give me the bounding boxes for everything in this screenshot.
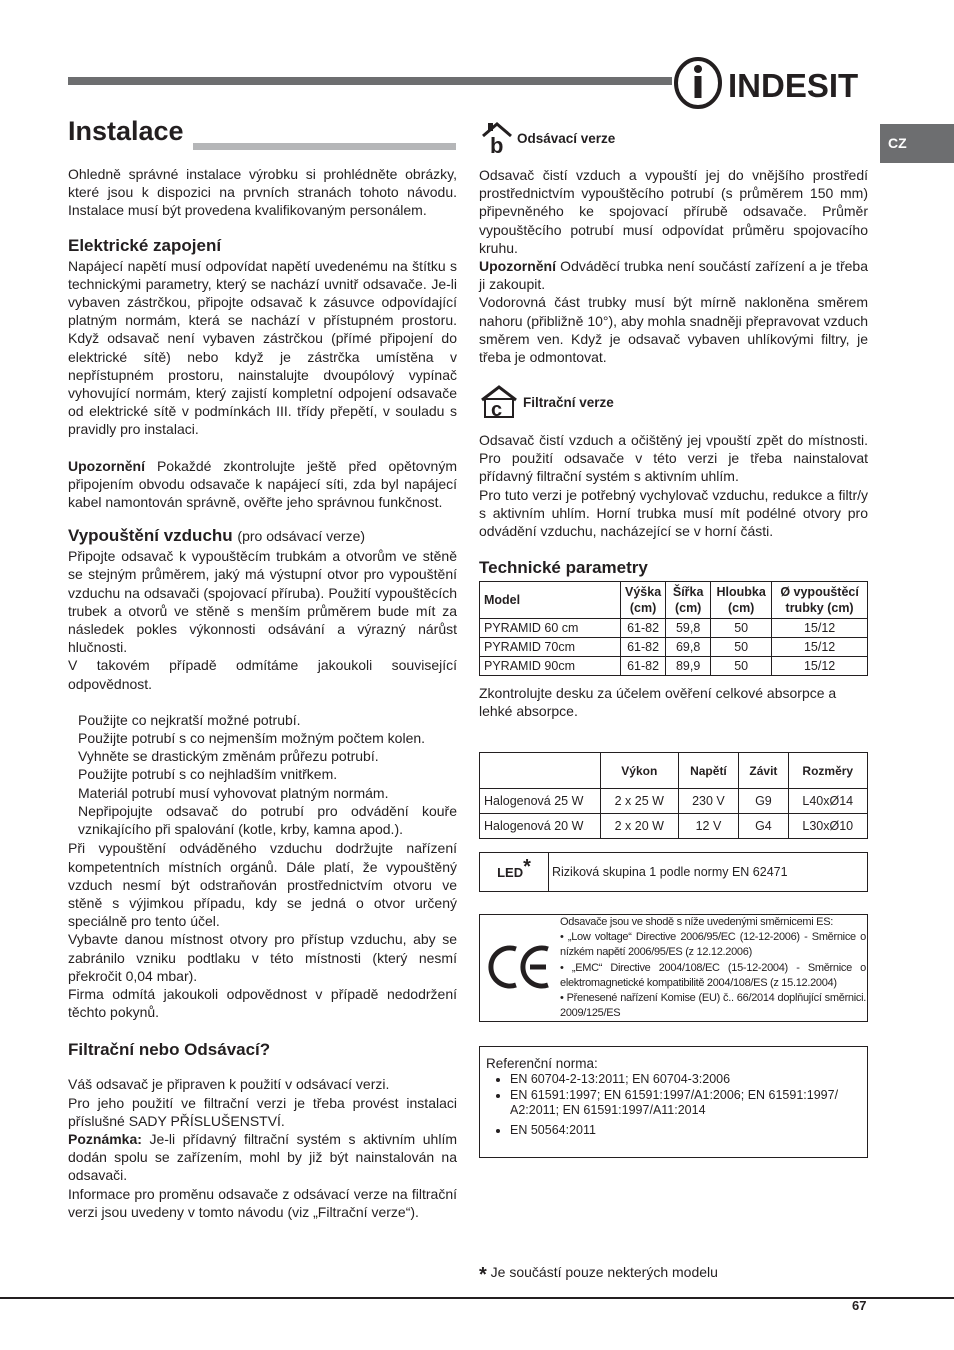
- list-item: • EN 50564:2011: [510, 1123, 860, 1139]
- column-header: Šířka (cm): [666, 582, 711, 619]
- footnote-asterisk: *: [479, 1264, 487, 1286]
- ce-text: [560, 915, 866, 1021]
- table-cell: 12 V: [678, 814, 739, 839]
- exhaust-text-2: Vodorovná část trubky musí být mírně nakloněna směrem nahoru (přibližně 10°), aby mohla snadněji přepravovat vzduch směrem ven. Když je odsavač vybaven uhlíkovými filtry, je třeba je odmontovat.: [479, 294, 868, 366]
- warning-text: Pokaždé zkontrolujte ještě před opětovným připojením obvodu odsavače k napájecí síti, zda byl napájecí kabel namontován správně, ověřte jeho správnou funkčnost.: [68, 457, 457, 511]
- table-cell: 2 x 25 W: [601, 789, 679, 814]
- footer-rule: [0, 1297, 954, 1299]
- ce-box: [479, 914, 868, 1022]
- air-para-c: Vybavte danou místnost otvory pro přístup vzduchu, aby se zabránilo vzniku podtlaku v této místnosti (který nesmí překročit 0,04 mbar).: [68, 931, 457, 984]
- absorption-note: Zkontrolujte desku za účelem ověření celkové absorpce a lehké absorpce.: [479, 685, 837, 720]
- table-header-row: [480, 582, 868, 619]
- footnote-text: Je součástí pouze nekterých modelu: [486, 1264, 718, 1280]
- list-item: Použijte potrubí s co nejhladším vnitřkem.: [78, 766, 338, 783]
- page-title: Instalace: [68, 116, 184, 146]
- table-cell: L40xØ14: [788, 789, 867, 814]
- filtering-version-icon: [479, 384, 519, 420]
- warning-label: Upozornění: [68, 457, 145, 474]
- list-item: • EN 60704-2-13:2011; EN 60704-3:2006: [510, 1072, 860, 1088]
- table-cell: 2 x 20 W: [601, 814, 679, 839]
- reference-title: Referenční norma:: [486, 1056, 598, 1071]
- column-header: [480, 753, 601, 789]
- air-heading: [68, 525, 457, 547]
- table-cell: 59,8: [666, 619, 711, 638]
- exhaust-icon-letter: b: [490, 133, 504, 155]
- table-cell: G4: [739, 814, 788, 839]
- table-cell: 89,9: [666, 657, 711, 676]
- warning-label: Upozornění: [479, 258, 556, 275]
- filter-heading: Filtrační nebo Odsávací?: [68, 1040, 271, 1060]
- header-rule: [68, 77, 672, 85]
- table-cell: 50: [711, 638, 772, 657]
- tech-table: [479, 581, 868, 676]
- table-cell: L30xØ10: [788, 814, 867, 839]
- filter-text-2: Pro jeho použití ve filtrační verzi je třeba provést instalaci příslušné SADY PŘÍSLUŠENSTVÍ.: [68, 1094, 457, 1129]
- table-cell: Halogenová 25 W: [480, 789, 601, 814]
- air-para-d: Firma odmítá jakoukoli odpovědnost v případě nedodržení těchto pokynů.: [68, 985, 457, 1021]
- exhaust-warning: [479, 257, 868, 293]
- led-text: Riziková skupina 1 podle normy EN 62471: [552, 865, 788, 879]
- table-cell: 61-82: [621, 638, 666, 657]
- footnote: [479, 1264, 718, 1287]
- electric-warning: [68, 457, 457, 512]
- air-para-b: Při vypouštění odváděného vzduchu dodržujte nařízení kompetentních místních orgánů. Dále platí, že vypouštěný vzduch nesmí být odstraňován prostřednictvím otvoru ve stěně s výjimkou případu, kdy se jedná o otvor určený speciálně pro tento účel.: [68, 840, 457, 930]
- table-cell: PYRAMID 60 cm: [480, 619, 621, 638]
- table-row: [480, 619, 868, 638]
- ce-line: • „EMC“ Directive 2004/108/EC (15-12-2004) - Směrnice o elektromagnetické kompatibilitě 2004/108/ES (z 15.12.2004): [560, 961, 866, 989]
- led-label: LED: [497, 865, 524, 880]
- table-cell: 61-82: [621, 619, 666, 638]
- table-cell: G9: [739, 789, 788, 814]
- note-label: Poznámka:: [68, 1130, 142, 1147]
- list-item: • EN 61591:1997; EN 61591:1997/A1:2006; EN 61591:1997/ A2:2011; EN 61591:1997/A11:2014: [510, 1088, 860, 1119]
- column-header: Výška (cm): [621, 582, 666, 619]
- air-heading-note: (pro odsávací verze): [237, 528, 366, 545]
- column-header: Ø vypouštěcí trubky (cm): [772, 582, 868, 619]
- led-label-cell: [480, 853, 549, 891]
- table-cell: 15/12: [772, 638, 868, 657]
- table-row: [480, 657, 868, 676]
- reference-list: [486, 1072, 860, 1138]
- page-number: 67: [852, 1298, 867, 1313]
- table-cell: PYRAMID 90cm: [480, 657, 621, 676]
- ce-mark: [484, 943, 554, 991]
- filtering-label: Filtrační verze: [523, 395, 614, 410]
- filter-text-1: Váš odsavač je připraven k použití v odsávací verzi.: [68, 1076, 390, 1093]
- note-text: Je-li přídavný filtrační systém s aktivním uhlím dodán spolu se zařízením, mohl by již být nainstalován na odsavači.: [68, 1130, 457, 1184]
- air-rules-list: [68, 711, 457, 802]
- left-column: [68, 165, 457, 1221]
- table-cell: 69,8: [666, 638, 711, 657]
- table-cell: 15/12: [772, 657, 868, 676]
- table-cell: PYRAMID 70cm: [480, 638, 621, 657]
- table-cell: 15/12: [772, 619, 868, 638]
- reference-box: [479, 1046, 868, 1158]
- ce-line: Odsavače jsou ve shodě s níže uvedenými směrnicemi ES:: [560, 916, 833, 928]
- table-row: [480, 638, 868, 657]
- filtering-text-1: Odsavač čistí vzduch a očištěný jej vpouští zpět do místnosti. Pro použití odsavače v této verzi je třeba nainstalovat přídavný filtrační systém s aktivním uhlím.: [479, 432, 868, 485]
- exhaust-label: Odsávací verze: [517, 131, 616, 146]
- exhaust-version-icon: [479, 121, 515, 155]
- air-para-a: Nepřipojujte odsavač do potrubí pro odvádění kouře vznikajícího při spalování (kotle, krby, kamna apod.).: [78, 802, 457, 838]
- filtering-text-2: Pro tuto verzi je potřebný vychylovač vzduchu, redukce a filtr/y s aktivním uhlím. Horní trubka musí mít podélné otvory pro odvádění vzduchu, nacházející se v horní části.: [479, 486, 868, 540]
- ce-line: • Přenesené nařízení Komise (EU) č.. 66/2014 doplňující směrnici. 2009/125/ES: [560, 992, 866, 1020]
- air-heading-text: Vypouštění vzduchu: [68, 526, 233, 546]
- list-item: Použijte co nejkratší možné potrubí.: [78, 711, 301, 728]
- list-item: Použijte potrubí s co nejmenším možným počtem kolen.: [78, 730, 426, 747]
- filtering-section: [479, 431, 868, 540]
- filter-text-3: Informace pro proměnu odsavače z odsávací verze na filtrační verzi jsou uvedeny v tomto návodu (viz „Filtrační verze“).: [68, 1185, 457, 1220]
- column-header: Výkon: [601, 753, 679, 789]
- table-cell: Halogenová 20 W: [480, 814, 601, 839]
- column-header: Model: [480, 582, 621, 619]
- brand-text: INDESIT: [728, 67, 859, 104]
- indesit-logo: [672, 55, 872, 111]
- table-cell: 61-82: [621, 657, 666, 676]
- title-underline: [193, 143, 456, 150]
- exhaust-text-1: Odsavač čistí vzduch a vypouští jej do vnějšího prostředí prostřednictvím vypouštěcího potrubí (s průměrem 150 mm) připevněného ke spojovací přírubě odsavače. Průměr vypouštěcího potrubí musí odpovídat průměru spojovacího kruhu.: [479, 167, 868, 256]
- column-header: Závit: [739, 753, 788, 789]
- exhaust-section: [479, 166, 868, 366]
- filter-note: [68, 1130, 457, 1185]
- air-text-1: Připojte odsavač k vypouštěcím trubkám a otvorům ve stěně se stejným průměrem, jaký má výstupní otvor pro vypouštění vzduchu na odsavači (spojovací příruba). Použití vypouštěcích trubek a otvorů ve stěně s menším průměrem bude mít za následek pokles výkonnosti odsávání a výrazný nárůst hlučnosti.: [68, 548, 457, 656]
- column-header: Napětí: [678, 753, 739, 789]
- air-text-2: V takovém případě odmítáme jakoukoli související odpovědnost.: [68, 657, 457, 692]
- led-box: [479, 852, 868, 892]
- electric-text: Napájecí napětí musí odpovídat napětí uvedenému na štítku s technickými parametry, který se nachází uvnitř odsavače. Je-li vybaven zástrčkou, připojte odsavač k zásuvce odpovídající platným normám, která se nachází v přístupném prostoru. Když odsavač není vybaven zástrčkou (přímé připojení do elektrické sítě) nebo když je zástrčka umístěna v nepřístupném prostoru, nainstalujte dvoupólový vypínač vyhovující normám, který zajistí kompletní odpojení odsavače od elektrické sítě v podmínkách III. třídy přepětí, v souladu s pravidly pro instalaci.: [68, 257, 457, 438]
- list-item: Vyhněte se drastickým změnám průřezu potrubí.: [78, 748, 379, 765]
- table-row: [480, 814, 868, 839]
- lamp-table: [479, 752, 868, 839]
- intro-text: Ohledně správné instalace výrobku si prohlédněte obrázky, které jsou k dispozici na prvních stranách tohoto návodu. Instalace musí být provedena kvalifikovaným personálem.: [68, 166, 457, 219]
- language-tab: CZ: [880, 124, 954, 163]
- filtering-icon-letter: c: [491, 399, 503, 420]
- tech-heading: Technické parametry: [479, 558, 648, 577]
- list-item: Materiál potrubí musí vyhovovat platným normám.: [78, 784, 389, 801]
- table-cell: 50: [711, 619, 772, 638]
- warning-text: Odváděcí trubka není součástí zařízení a je třeba ji zakoupit.: [479, 258, 868, 293]
- table-cell: 50: [711, 657, 772, 676]
- column-header: Rozměry: [788, 753, 867, 789]
- table-cell: 230 V: [678, 789, 739, 814]
- table-row: [480, 789, 868, 814]
- table-header-row: [480, 753, 868, 789]
- ce-line: • „Low voltage“ Directive 2006/95/EC (12-12-2006) - Směrnice o nízkém napětí 2006/95/ES (z 12.12.2006): [560, 931, 866, 959]
- column-header: Hloubka (cm): [711, 582, 772, 619]
- electric-heading: Elektrické zapojení: [68, 235, 222, 255]
- led-asterisk: *: [523, 856, 531, 878]
